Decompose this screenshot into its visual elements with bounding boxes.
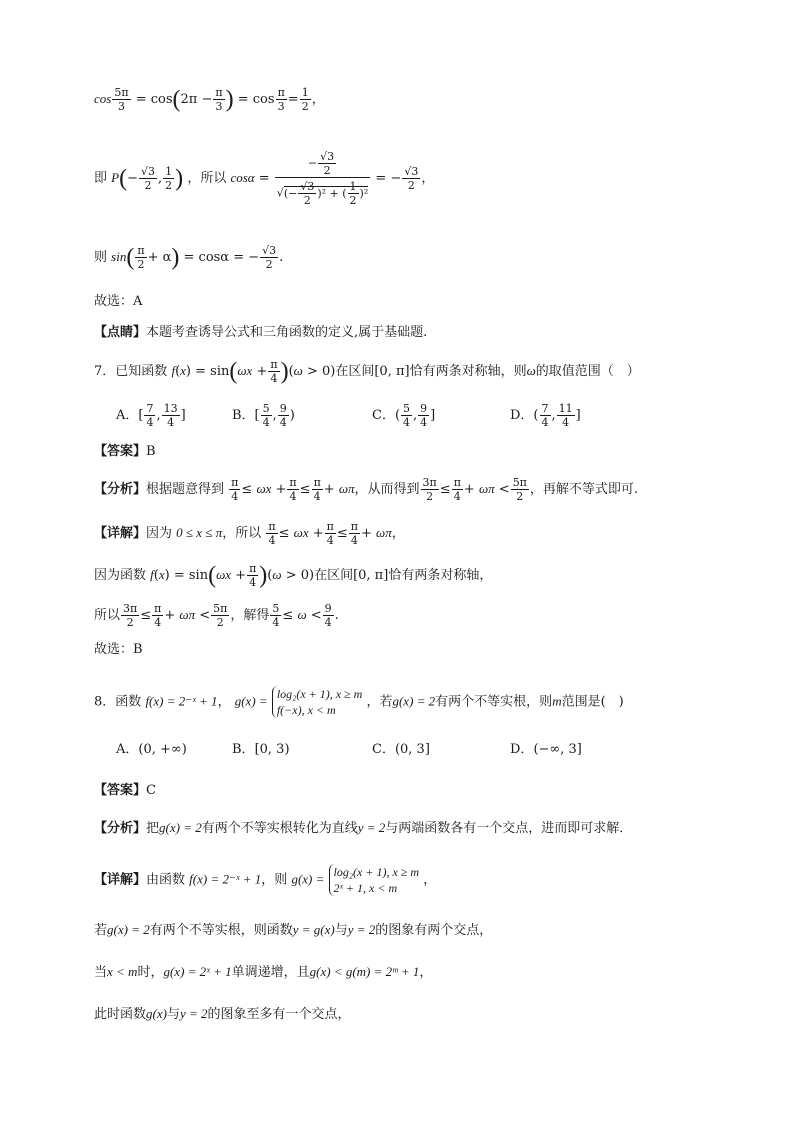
solution-line-2: 即 P(− $\frac{√3}{2}$ , $\frac{1}{2}$ ) ，所以 cosα = − $\frac{√3}{2}$ √(− $\frac{√3}{2}$ )² + ( $\frac{1}{2}$ )² = − $\frac{√3}{2}$ ， xyxy=(94,150,435,207)
line3-prefix: 则 xyxy=(94,250,108,265)
q7-option-a[interactable]: A．[ $\frac{7}{4}$ , $\frac{13}{4}$ ] xyxy=(116,402,186,429)
q7-final: 故选：B xyxy=(94,642,143,657)
q7-detail-text-b: ，所以 xyxy=(222,526,262,541)
q7-detail2-text-a: 因为函数 xyxy=(94,568,147,583)
q8-option-d[interactable] xyxy=(510,740,582,760)
q7-detail-expr-1: 0 ≤ x ≤ π xyxy=(176,525,223,540)
q8-option-c-label: C． xyxy=(372,742,395,757)
q8-detail-tag: 【详解】 xyxy=(94,872,147,888)
q8-detail-text-b: ，则 xyxy=(261,872,288,888)
q8-detail-case-1: log₂(x + 1), x ≥ m xyxy=(333,865,420,879)
fraction: $\frac{5\pi}{3}$ xyxy=(114,86,129,113)
q8-piecewise xyxy=(272,686,363,718)
answer-line-q6: 故选：A xyxy=(94,294,143,309)
q8-analysis-tag: 【分析】 xyxy=(94,821,147,836)
q7-detail3-text-b: ，解得 xyxy=(230,608,270,623)
q8-number: 8． xyxy=(94,694,116,710)
q7-detail2-text-b: 在区间 xyxy=(314,568,354,583)
q8-p3-d: ， xyxy=(419,965,433,980)
q8-p3-a: 当 xyxy=(94,965,108,980)
q8-option-a-value: (0, +∞) xyxy=(138,742,187,757)
q8-p3-b: 时， xyxy=(137,965,164,980)
q7-detail-text-c: ， xyxy=(391,526,405,541)
q8-detail-g: g(x) = xyxy=(291,871,325,887)
q8-option-a[interactable] xyxy=(116,740,187,760)
q7-omega: ω xyxy=(526,363,536,378)
q7-stem: 7．已知函数 f(x) = sin(ωx + $\frac{\pi}{4}$ )(ω > 0)在区间[0, π]恰有两条对称轴，则ω的取值范围（ ） xyxy=(94,358,640,385)
q7-detail-3: 所以 $\frac{3\pi}{2}$ ≤ $\frac{\pi}{4}$ + ωπ < $\frac{5\pi}{2}$ ，解得 $\frac{5}{4}$ ≤ ω < $\frac{9}{4}$ . xyxy=(94,602,339,629)
q7-answer-value: B xyxy=(146,444,156,459)
q8-p4-b: 与 xyxy=(166,1007,180,1022)
q8-answer-value: C xyxy=(146,783,156,798)
q8-detail-text-c: ， xyxy=(423,872,437,888)
comment-line xyxy=(94,323,427,343)
q8-stem-text-b: ，若 xyxy=(366,694,393,710)
q8-p4-y: y = 2 xyxy=(179,1006,208,1021)
q8-detail-3 xyxy=(94,962,432,983)
q7-detail-text-a: 因为 xyxy=(146,526,173,541)
q7-number: 7． xyxy=(94,364,116,379)
q8-eq: g(x) = 2 xyxy=(392,693,436,709)
q7-answer-tag: 【答案】 xyxy=(94,444,147,459)
q8-p4-c: 的图象至多有一个交点， xyxy=(207,1007,351,1022)
solution-line-1: cos $\frac{5\pi}{3}$ = cos(2π − $\frac{\pi}{3}$ ) = cos $\frac{\pi}{3}$ = $\frac{1}{2}$ ， xyxy=(94,86,325,113)
q8-answer xyxy=(94,781,156,801)
q8-option-d-label: D． xyxy=(510,742,534,757)
q8-stem-text-a: 函数 xyxy=(115,694,142,710)
q8-detail-piecewise xyxy=(329,864,420,896)
q8-p3-ineq: g(x) < g(m) = 2ᵐ + 1 xyxy=(309,964,420,979)
q8-detail xyxy=(94,864,436,896)
q7-option-d[interactable]: D．( $\frac{7}{4}$ , $\frac{11}{4}$ ] xyxy=(510,402,581,429)
q8-p2-d: 的图象有两个交点， xyxy=(375,923,493,938)
q8-option-c[interactable] xyxy=(372,740,430,760)
q7-analysis-tag: 【分析】 xyxy=(94,482,147,497)
q8-stem xyxy=(94,686,624,718)
q8-stem-text-c: 有两个不等实根，则 xyxy=(435,694,553,710)
q8-f-def: f(x) = 2⁻ˣ + 1 xyxy=(145,693,218,709)
q7-detail-tag: 【详解】 xyxy=(94,526,147,541)
q8-option-b[interactable] xyxy=(232,740,290,760)
q8-answer-tag: 【答案】 xyxy=(94,783,147,798)
q7-answer xyxy=(94,442,156,462)
q8-analysis-text-c: 与两端函数各有一个交点，进而即可求解． xyxy=(385,821,633,836)
q8-option-c-value: (0, 3] xyxy=(394,742,430,757)
q7-stem-text-b: 在区间 xyxy=(335,364,375,379)
q7-option-b[interactable]: B．[ $\frac{5}{4}$ , $\frac{9}{4}$ ) xyxy=(232,402,295,429)
q8-option-d-value: (−∞, 3] xyxy=(533,742,582,757)
line2-prefix: 即 xyxy=(94,171,108,186)
q8-p3-cond: x < m xyxy=(107,964,138,979)
q8-analysis-eq: g(x) = 2 xyxy=(159,820,202,835)
q8-p2-y2: y = 2 xyxy=(347,922,376,937)
q8-option-b-value: [0, 3) xyxy=(254,742,290,757)
q7-stem-text-a: 已知函数 xyxy=(115,364,168,379)
q7-stem-text-d: 的取值范围（ ） xyxy=(535,364,640,379)
q7-detail2-text-c: 恰有两条对称轴， xyxy=(388,568,493,583)
q7-detail2-interval: [0, π] xyxy=(353,568,389,583)
q8-p4-g: g(x) xyxy=(146,1006,167,1021)
q8-analysis-text-a: 把 xyxy=(146,821,160,836)
q8-p2-c: 与 xyxy=(334,923,348,938)
q7-analysis: 【分析】根据题意得到 $\frac{\pi}{4}$ ≤ ωx + $\frac{\pi}{4}$ ≤ $\frac{\pi}{4}$ + ωπ，从而得到 $\frac{3\pi}{2}$ ≤ $\frac{\pi}{4}$ + ωπ < $\frac{5\pi}{2}$ ，再解不等式即可. xyxy=(94,476,639,503)
q8-g-label: g(x) = xyxy=(234,693,268,709)
q8-case-1: log₂(x + 1), x ≥ m xyxy=(276,687,363,701)
q7-analysis-text-b: ，从而得到 xyxy=(354,482,420,497)
q7-detail3-text-a: 所以 xyxy=(94,608,121,623)
q7-option-c[interactable]: C．( $\frac{5}{4}$ , $\frac{9}{4}$ ] xyxy=(372,402,436,429)
q7-analysis-text-c: ，再解不等式即可. xyxy=(529,482,639,497)
q8-analysis-text-b: 有两个不等实根转化为直线 xyxy=(201,821,358,836)
q8-p2-a: 若 xyxy=(94,923,108,938)
q8-p4-a: 此时函数 xyxy=(94,1007,147,1022)
q7-detail: 【详解】因为 0 ≤ x ≤ π，所以 $\frac{\pi}{4}$ ≤ ωx + $\frac{\pi}{4}$ ≤ $\frac{\pi}{4}$ + ωπ， xyxy=(94,520,405,547)
q8-option-b-label: B． xyxy=(232,742,255,757)
q8-detail-2 xyxy=(94,920,492,941)
q8-detail-4 xyxy=(94,1004,351,1025)
q8-detail-text-a: 由函数 xyxy=(146,872,186,888)
q7-interval: [0, π] xyxy=(374,364,410,379)
q7-detail3-text-c: . xyxy=(334,608,339,623)
q8-p2-eq: g(x) = 2 xyxy=(107,922,150,937)
q7-analysis-text-a: 根据题意得到 xyxy=(146,482,225,497)
q8-p2-b: 有两个不等实根，则函数 xyxy=(149,923,293,938)
q8-detail-case-2: 2ˣ + 1, x < m xyxy=(333,881,398,895)
comment-tag: 【点睛】 xyxy=(94,325,147,340)
q7-detail-2: 因为函数 f(x) = sin(ωx + $\frac{\pi}{4}$ )(ω > 0)在区间[0, π]恰有两条对称轴， xyxy=(94,562,493,589)
q8-p3-c: 单调递增，且 xyxy=(231,965,310,980)
q8-option-a-label: A． xyxy=(116,742,139,757)
comment-text: 本题考查诱导公式和三角函数的定义,属于基础题. xyxy=(146,325,428,340)
q8-case-2: f(−x), x < m xyxy=(276,703,336,717)
q8-p2-y: y = g(x) xyxy=(292,922,335,937)
q8-analysis-y: y = 2 xyxy=(357,820,386,835)
q8-m: m xyxy=(552,693,562,709)
q8-p3-g: g(x) = 2ˣ + 1 xyxy=(163,964,232,979)
q8-sep: ， xyxy=(217,694,231,710)
q8-stem-text-d: 范围是( ) xyxy=(561,694,624,710)
q8-detail-f: f(x) = 2⁻ˣ + 1 xyxy=(189,871,262,887)
q8-analysis xyxy=(94,818,632,839)
line2-mid: ，所以 xyxy=(187,171,227,186)
q7-stem-text-c: 恰有两条对称轴，则 xyxy=(409,364,527,379)
solution-line-3: 则 sin( $\frac{\pi}{2}$ + α) = cosα = − $\frac{√3}{2}$ . xyxy=(94,244,284,271)
